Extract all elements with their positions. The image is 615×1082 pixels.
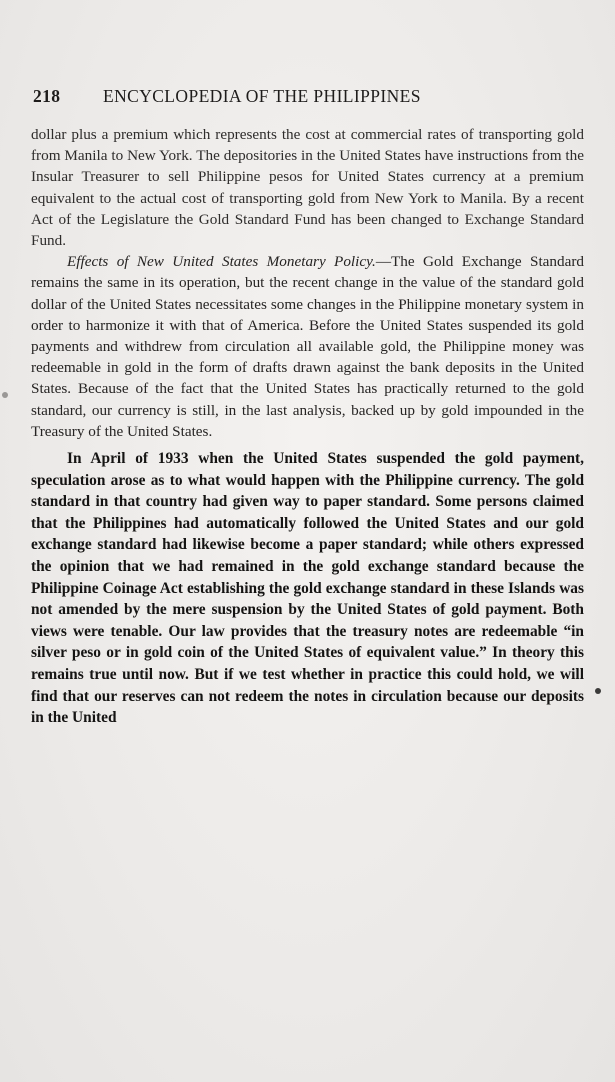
paragraph-continuation — [31, 124, 584, 251]
paragraph-text: dollar plus a premium which represents the cost at commercial rates of transporting gold from Manila to New York. The depositories in the United States have instructions from the Insular Treasurer to sell Philippine pesos for United States currency at a premium equivalent to the actual cost of transporting gold from New York to Manila. By a recent Act of the Legislature the Gold Standard Fund has been changed to Exchange Standard Fund. — [31, 126, 584, 250]
scan-mark-left — [2, 392, 8, 398]
page-number: 218 — [33, 86, 61, 106]
running-title: ENCYCLOPEDIA OF THE PHILIPPINES — [103, 86, 421, 106]
section-heading: Effects of New United States Monetary Policy. — [67, 253, 376, 271]
page-header — [33, 86, 593, 107]
paragraph-april-1933 — [31, 448, 584, 729]
paragraph-monetary-policy — [31, 251, 584, 442]
scan-mark-right — [595, 688, 601, 694]
paragraph-text: —The Gold Exchange Standard remains the same in its operation, but the recent change in the value of the standard gold dollar of the United States necessitates some changes in the Philippine monetary system in order to harmonize it with that of America. Before the United States suspended its gold payments and withdrew from circulation all available gold, the Philippine money was redeemable in gold in the form of drafts drawn against the bank deposits in the United States. Because of the fact that the United States has practically returned to the gold standard, our currency is still, in the last analysis, backed up by gold impounded in the Treasury of the United States. — [31, 253, 584, 440]
page-body — [31, 124, 584, 729]
paragraph-text: In April of 1933 when the United States suspended the gold payment, speculation arose as to what would happen with the Philippine currency. The gold standard in that country had given way to paper standard. Some persons claimed that the Philippines had automatically followed the United States and our gold exchange standard had likewise become a paper standard; while others expressed the opinion that we had remained in the gold exchange standard because the Philippine Coinage Act establishing the gold exchange standard in these Islands was not amended by the mere suspension by the United States of gold payment. Both views were tenable. Our law provides that the treasury notes are redeemable “in silver peso or in gold coin of the United States of equivalent value.” In theory this remains true until now. But if we test whether in practice this could hold, we will find that our reserves can not redeem the notes in circulation because our deposits in the United — [31, 450, 584, 727]
